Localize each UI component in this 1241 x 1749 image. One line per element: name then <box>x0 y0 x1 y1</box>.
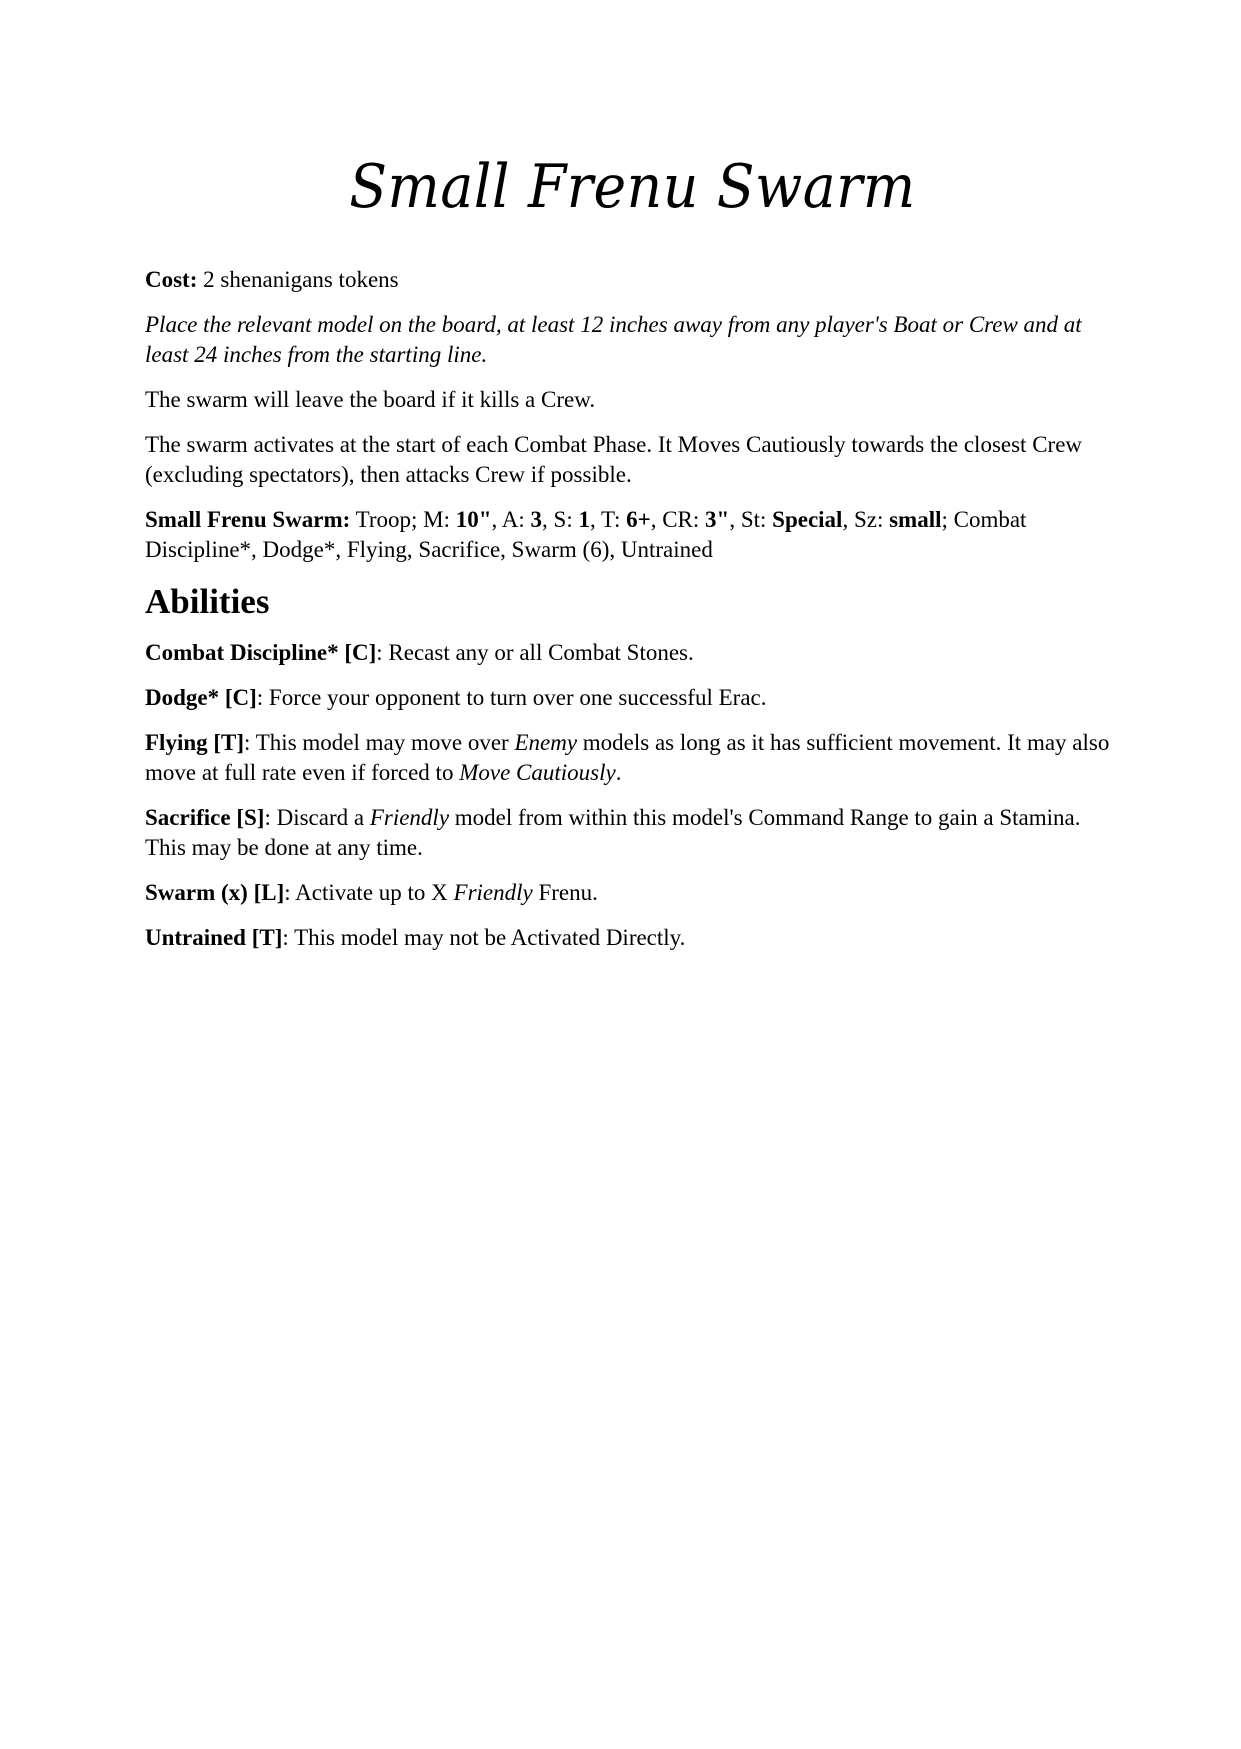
stat-t-label: , T: <box>589 507 627 532</box>
stat-sz: small <box>889 507 942 532</box>
ability-emphasis: Enemy <box>514 730 578 755</box>
ability-combat-discipline <box>145 638 1120 668</box>
ability-text: : Recast any or all Combat Stones. <box>376 640 694 665</box>
page-title: Small Frenu Swarm <box>349 152 916 222</box>
stat-a: 3 <box>530 507 543 532</box>
abilities-heading: Abilities <box>145 582 270 621</box>
ability-text: . <box>615 760 622 785</box>
ability-name: Dodge* [C] <box>145 685 257 710</box>
stat-sz-label: , Sz: <box>842 507 890 532</box>
cost-label: Cost: <box>145 267 198 292</box>
ability-text: : This model may move over <box>244 730 515 755</box>
ability-name: Combat Discipline* [C] <box>145 640 377 665</box>
stat-a-label: , A: <box>491 507 531 532</box>
stat-type: Troop; M: <box>350 507 456 532</box>
stat-line <box>145 505 1120 565</box>
ability-name: Sacrifice [S] <box>145 805 265 830</box>
document-body <box>145 265 1120 968</box>
cost-line <box>145 265 1120 295</box>
stat-name: Small Frenu Swarm: <box>145 507 351 532</box>
ability-emphasis: Friendly <box>369 805 450 830</box>
placement-rule: Place the relevant model on the board, at least 12 inches away from any player's Boat or Crew and at least 24 inches from the starting line. <box>145 312 1082 367</box>
stat-cr: 3" <box>705 507 730 532</box>
ability-text: : This model may not be Activated Directly. <box>282 925 686 950</box>
ability-swarm <box>145 878 1120 908</box>
ability-text: models as long as it has sufficient movement. It may also move at full rate even if forced to <box>145 730 1110 785</box>
stat-s-label: , S: <box>542 507 579 532</box>
ability-flying <box>145 728 1120 788</box>
ability-dodge <box>145 683 1120 713</box>
ability-name: Flying [T] <box>145 730 245 755</box>
ability-text: : Discard a <box>264 805 370 830</box>
stat-st: Special <box>772 507 843 532</box>
ability-name: Untrained [T] <box>145 925 283 950</box>
ability-emphasis: Move Cautiously <box>459 760 616 785</box>
activation-rule: The swarm activates at the start of each Combat Phase. It Moves Cautiously towards the closest Crew (excluding spectators), then attacks Crew if possible. <box>145 432 1083 487</box>
stat-cr-label: , CR: <box>650 507 706 532</box>
ability-name: Swarm (x) [L] <box>145 880 285 905</box>
ability-text: : Force your opponent to turn over one successful Erac. <box>256 685 767 710</box>
stat-t: 6+ <box>626 507 651 532</box>
stat-m: 10" <box>455 507 492 532</box>
stat-s: 1 <box>578 507 590 532</box>
cost-value: 2 shenanigans tokens <box>197 267 399 292</box>
ability-sacrifice <box>145 803 1120 863</box>
stat-traits: ; Combat Discipline*, Dodge*, Flying, Sacrifice, Swarm (6), Untrained <box>145 507 1027 562</box>
stat-st-label: , St: <box>729 507 773 532</box>
ability-text: : Activate up to X <box>284 880 454 905</box>
leave-rule: The swarm will leave the board if it kills a Crew. <box>145 387 596 412</box>
ability-untrained <box>145 923 1120 953</box>
ability-text: model from within this model's Command Range to gain a Stamina. This may be done at any time. <box>145 805 1081 860</box>
ability-text: Frenu. <box>532 880 598 905</box>
ability-emphasis: Friendly <box>453 880 533 905</box>
